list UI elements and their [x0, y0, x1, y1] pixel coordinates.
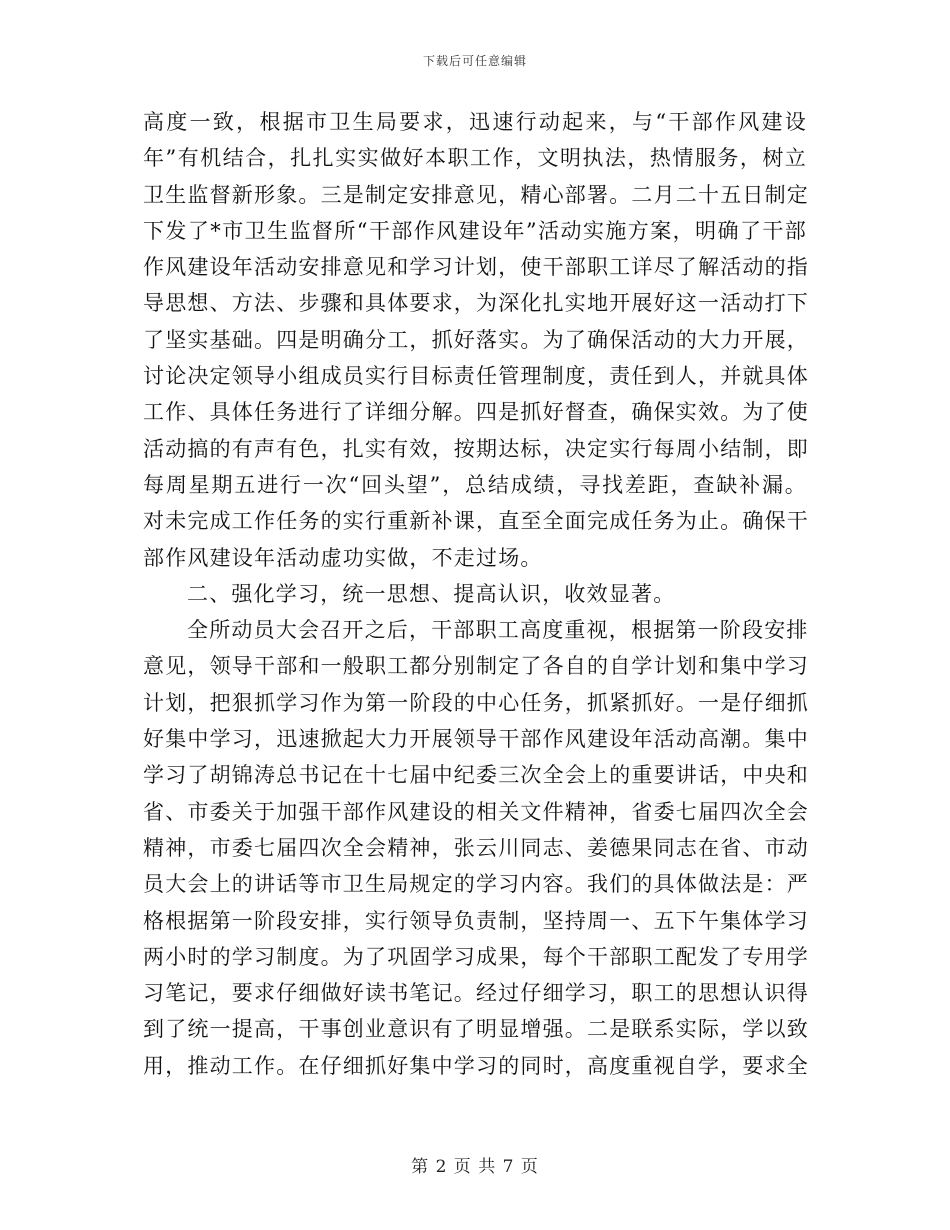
- text-line: 两小时的学习制度。为了巩固学习成果，每个干部职工配发了专用学: [143, 944, 809, 969]
- text-line: 习笔记，要求仔细做好读书笔记。经过仔细学习，职工的思想认识得: [143, 981, 809, 1006]
- text-line: 学习了胡锦涛总书记在十七届中纪委三次全会上的重要讲话，中央和: [143, 763, 809, 788]
- text-line: 部作风建设年活动虚功实做，不走过场。: [143, 545, 543, 570]
- text-line: 全所动员大会召开之后，干部职工高度重视，根据第一阶段安排: [187, 618, 809, 643]
- text-line: 格根据第一阶段安排，实行领导负责制，坚持周一、五下午集体学习: [143, 908, 809, 933]
- text-line: 省、市委关于加强干部作风建设的相关文件精神，省委七届四次全会: [143, 799, 809, 824]
- text-line: 员大会上的讲话等市卫生局规定的学习内容。我们的具体做法是：严: [143, 872, 809, 897]
- text-line: 用，推动工作。在仔细抓好集中学习的同时，高度重视自学，要求全: [143, 1053, 809, 1078]
- page-number: 第 2 页 共 7 页: [411, 1157, 539, 1177]
- page-header-note: 下载后可任意编辑: [422, 54, 527, 68]
- text-line: 精神，市委七届四次全会精神，张云川同志、姜德果同志在省、市动: [143, 835, 809, 860]
- text-line: 了坚实基础。四是明确分工，抓好落实。为了确保活动的大力开展，: [143, 327, 809, 352]
- text-line: 到了统一提高，干事创业意识有了明显增强。二是联系实际，学以致: [143, 1017, 809, 1042]
- text-line: 活动搞的有声有色，扎实有效，按期达标，决定实行每周小结制，即: [143, 436, 809, 461]
- section-heading: 二、强化学习，统一思想、提高认识，收效显著。: [187, 581, 676, 606]
- text-line: 年”有机结合，扎扎实实做好本职工作，文明执法，热情服务，树立: [143, 146, 807, 171]
- text-line: 计划，把狠抓学习作为第一阶段的中心任务，抓紧抓好。一是仔细抓: [143, 690, 809, 715]
- text-line: 好集中学习，迅速掀起大力开展领导干部作风建设年活动高潮。集中: [143, 727, 809, 752]
- text-line: 作风建设年活动安排意见和学习计划，使干部职工详尽了解活动的指: [143, 255, 809, 280]
- text-line: 导思想、方法、步骤和具体要求，为深化扎实地开展好这一活动打下: [143, 291, 809, 316]
- text-line: 高度一致，根据市卫生局要求，迅速行动起来，与“干部作风建设: [143, 110, 807, 134]
- text-line: 对未完成工作任务的实行重新补课，直至全面完成任务为止。确保干: [143, 509, 809, 534]
- text-line: 下发了*市卫生监督所“干部作风建设年”活动实施方案，明确了干部: [143, 218, 807, 243]
- text-line: 讨论决定领导小组成员实行目标责任管理制度，责任到人，并就具体: [143, 364, 809, 389]
- text-line: 卫生监督新形象。三是制定安排意见，精心部署。二月二十五日制定: [143, 182, 809, 207]
- text-line: 工作、具体任务进行了详细分解。四是抓好督查，确保实效。为了使: [143, 400, 809, 425]
- text-line: 意见，领导干部和一般职工都分别制定了各自的自学计划和集中学习: [143, 654, 809, 679]
- text-line: 每周星期五进行一次“回头望”，总结成绩，寻找差距，查缺补漏。: [143, 472, 807, 497]
- body-text: [143, 104, 807, 1084]
